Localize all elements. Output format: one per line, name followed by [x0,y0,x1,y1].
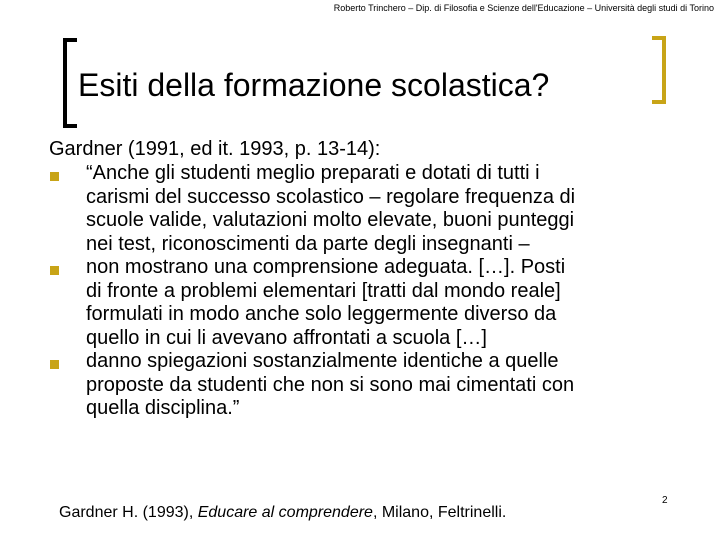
intro-text: Gardner (1991, ed it. 1993, p. 13-14): [49,138,381,160]
bullet-line: “Anche gli studenti meglio preparati e dotati di tutti i [86,162,540,184]
page-number: 2 [662,495,668,506]
bullet-line: di fronte a problemi elementari [tratti dal mondo reale] [86,279,561,302]
footer-reference [59,503,506,523]
reference-book-title: Educare al comprendere [197,504,373,521]
title-bracket-left [63,38,77,128]
header-note: Roberto Trinchero – Dip. di Filosofia e Scienze dell'Educazione – Università degli studi di Torino [333,3,714,13]
square-bullet-icon [50,172,59,181]
bullet-line: quella disciplina.” [86,397,240,419]
bullet-list [49,162,704,421]
bullet-line: carismi del successo scolastico – regolare frequenza di [86,185,576,208]
reference-author: Gardner H. (1993), [59,504,198,521]
bullet-line: quello in cui li avevano affrontati a scuola […] [86,326,487,349]
bullet-item [49,256,704,350]
bullet-line: proposte da studenti che non si sono mai cimentati con [86,373,575,396]
square-bullet-icon [50,360,59,369]
bullet-line: non mostrano una comprensione adeguata. […]. Posti [86,256,566,278]
title-bracket-right [652,36,666,104]
bullet-line: nei test, riconoscimenti da parte degli insegnanti – [86,232,530,255]
slide-title: Esiti della formazione scolastica? [78,67,550,103]
bullet-item [49,162,704,256]
square-bullet-icon [50,266,59,275]
reference-publisher: , Milano, Feltrinelli. [372,504,507,521]
bullet-item [49,350,704,421]
bullet-line: danno spiegazioni sostanzialmente identiche a quelle [86,350,559,372]
bullet-line: scuole valide, valutazioni molto elevate, buoni punteggi [86,209,575,231]
bullet-line: formulati in modo anche solo leggermente diverso da [86,303,557,325]
